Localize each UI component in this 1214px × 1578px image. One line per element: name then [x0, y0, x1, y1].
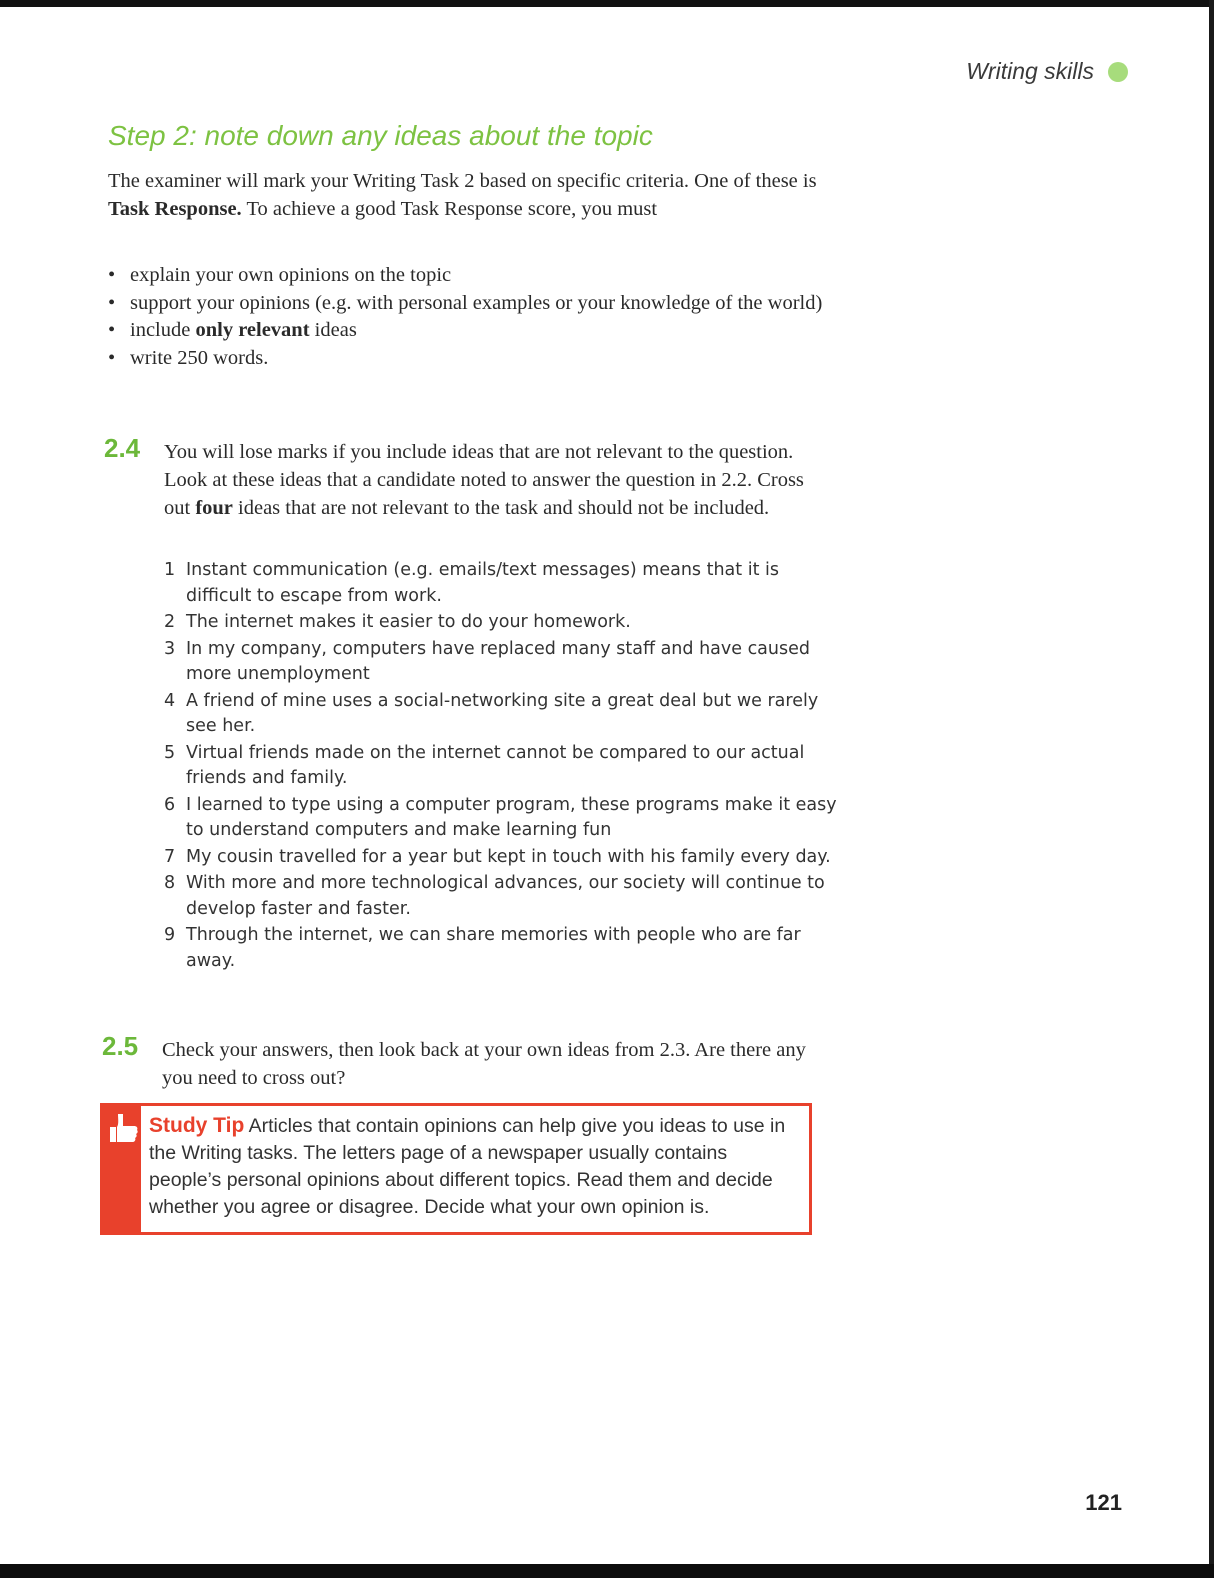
study-tip-text: Study Tip Articles that contain opinions can help give you ideas to use in the Writing tasks. The letters page of a newspaper usually contains people’s personal opinions about different topics. Read them and decide whether you agree or disagree. Decide what your own opinion is.	[149, 1114, 786, 1218]
idea-item[interactable]: 2 The internet makes it easier to do your homework.	[164, 612, 631, 632]
step-heading: Step 2: note down any ideas about the topic	[108, 120, 653, 151]
idea-item[interactable]: 9 Through the internet, we can share memories with people who are far away.	[164, 925, 801, 971]
idea-item[interactable]: 8 With more and more technological advances, our society will continue to develop faster and faster.	[164, 873, 825, 919]
idea-item[interactable]: 4 A friend of mine uses a social-networking site a great deal but we rarely see her.	[164, 690, 819, 736]
running-head	[966, 58, 1128, 85]
idea-item[interactable]: 1 Instant communication (e.g. emails/text messages) means that it is difficult to escape from work.	[164, 560, 779, 606]
exercise-number: 2.5	[102, 1031, 139, 1061]
exercise-2-5	[102, 1031, 822, 1092]
study-tip-label: Study Tip	[149, 1114, 245, 1137]
intro-part-2: To achieve a good Task Response score, you must	[241, 197, 658, 220]
scan-bottom-edge	[0, 1564, 1214, 1578]
exercise-instructions: Check your answers, then look back at your own ideas from 2.3. Are there any you need to cross out?	[162, 1039, 806, 1089]
study-tip-box	[100, 1103, 812, 1235]
green-dot-icon	[1108, 62, 1128, 82]
candidate-ideas-list	[164, 558, 844, 975]
page-number: 121	[1085, 1490, 1122, 1515]
idea-item[interactable]: 6 I learned to type using a computer program, these programs make it easy to understand computers and make learning fun	[164, 794, 837, 840]
intro-part-1: The examiner will mark your Writing Task 2 based on specific criteria. One of these is	[108, 170, 817, 192]
criteria-list	[108, 262, 828, 372]
idea-item[interactable]: 3 In my company, computers have replaced many staff and have caused more unemployment	[164, 638, 810, 684]
criteria-item: • write 250 words.	[108, 345, 828, 373]
criteria-item: • explain your own opinions on the topic	[108, 262, 828, 290]
running-head-text: Writing skills	[966, 58, 1094, 84]
exercise-instructions: You will lose marks if you include ideas that are not relevant to the question. Look at these ideas that a candidate noted to answer the question in 2.2. Cross out four ideas that are not relevant to the task and should not be included.	[164, 441, 804, 519]
study-tip-bar	[103, 1106, 141, 1232]
scan-right-edge	[1209, 0, 1214, 1578]
idea-item[interactable]: 7 My cousin travelled for a year but kept in touch with his family every day.	[164, 846, 831, 867]
intro-paragraph	[108, 168, 848, 223]
idea-item[interactable]: 5 Virtual friends made on the internet cannot be compared to our actual friends and family.	[164, 742, 805, 788]
criteria-item: • include only relevant ideas	[108, 317, 828, 345]
exercise-number: 2.4	[104, 433, 141, 463]
scan-top-edge	[0, 0, 1214, 7]
intro-bold-task-response: Task Response.	[108, 197, 242, 220]
exercise-2-4	[104, 433, 824, 522]
thumbs-up-icon	[107, 1110, 141, 1150]
criteria-item: • support your opinions (e.g. with personal examples or your knowledge of the world)	[108, 290, 828, 318]
